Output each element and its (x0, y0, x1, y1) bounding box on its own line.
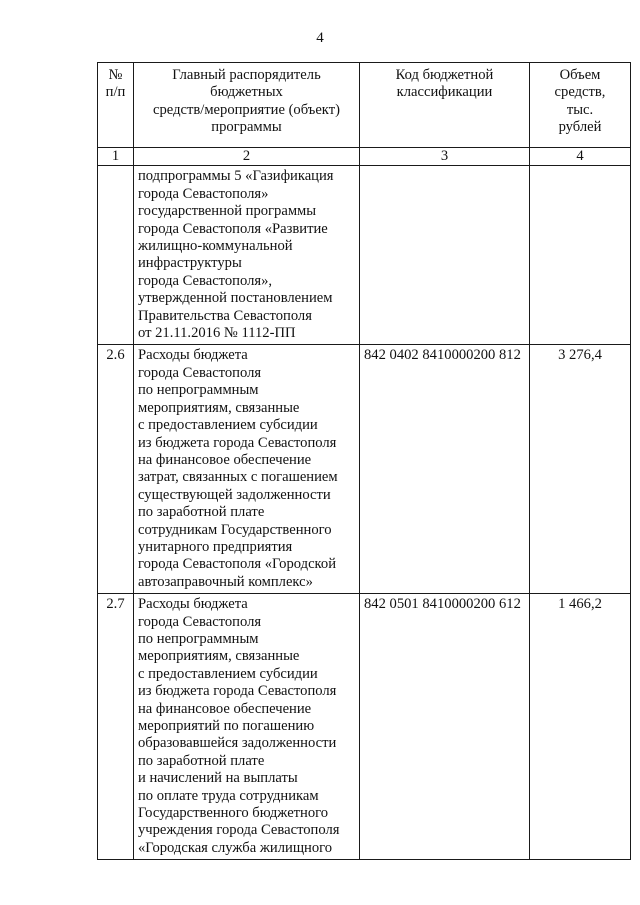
column-number-2: 2 (134, 148, 360, 166)
column-number-3: 3 (360, 148, 530, 166)
row-budget-code: 842 0402 8410000200 812 (360, 345, 530, 594)
table-header-row (98, 63, 631, 148)
row-description: Расходы бюджета города Севастополя по непрограммным мероприятиям, связанные с предоставлением субсидии из бюджета города Севастополя на финансовое обеспечение мероприятий по погашению образовавшейся задолженности по заработной плате и начислений на выплаты по оплате труда сотрудникам Государственного бюджетного учреждения города Севастополя «Городская служба жилищного (134, 594, 360, 860)
row-description: Расходы бюджета города Севастополя по непрограммным мероприятиям, связанные с предоставлением субсидии из бюджета города Севастополя на финансовое обеспечение затрат, связанных с погашением существующей задолженности по заработной плате сотрудникам Государственного унитарного предприятия города Севастополя «Городской автозаправочный комплекс» (134, 345, 360, 594)
header-volume: Объем средств, тыс. рублей (530, 63, 631, 148)
column-number-row (98, 148, 631, 166)
row-number (98, 166, 134, 345)
row-budget-code (360, 166, 530, 345)
column-number-4: 4 (530, 148, 631, 166)
table-row (98, 594, 631, 860)
header-number: № п/п (98, 63, 134, 148)
page-number: 4 (316, 30, 324, 46)
table-row (98, 345, 631, 594)
header-budget-code: Код бюджетной классификации (360, 63, 530, 148)
row-description: подпрограммы 5 «Газификация города Севастополя» государственной программы города Севастополя «Развитие жилищно-коммунальной инфраструктуры города Севастополя», утвержденной постановлением Правительства Севастополя от 21.11.2016 № 1112-ПП (134, 166, 360, 345)
row-volume (530, 166, 631, 345)
header-administrator: Главный распорядитель бюджетных средств/мероприятие (объект) программы (134, 63, 360, 148)
row-volume: 1 466,2 (530, 594, 631, 860)
budget-table (97, 62, 631, 860)
row-number: 2.7 (98, 594, 134, 860)
row-number: 2.6 (98, 345, 134, 594)
table-row (98, 166, 631, 345)
row-budget-code: 842 0501 8410000200 612 (360, 594, 530, 860)
column-number-1: 1 (98, 148, 134, 166)
row-volume: 3 276,4 (530, 345, 631, 594)
